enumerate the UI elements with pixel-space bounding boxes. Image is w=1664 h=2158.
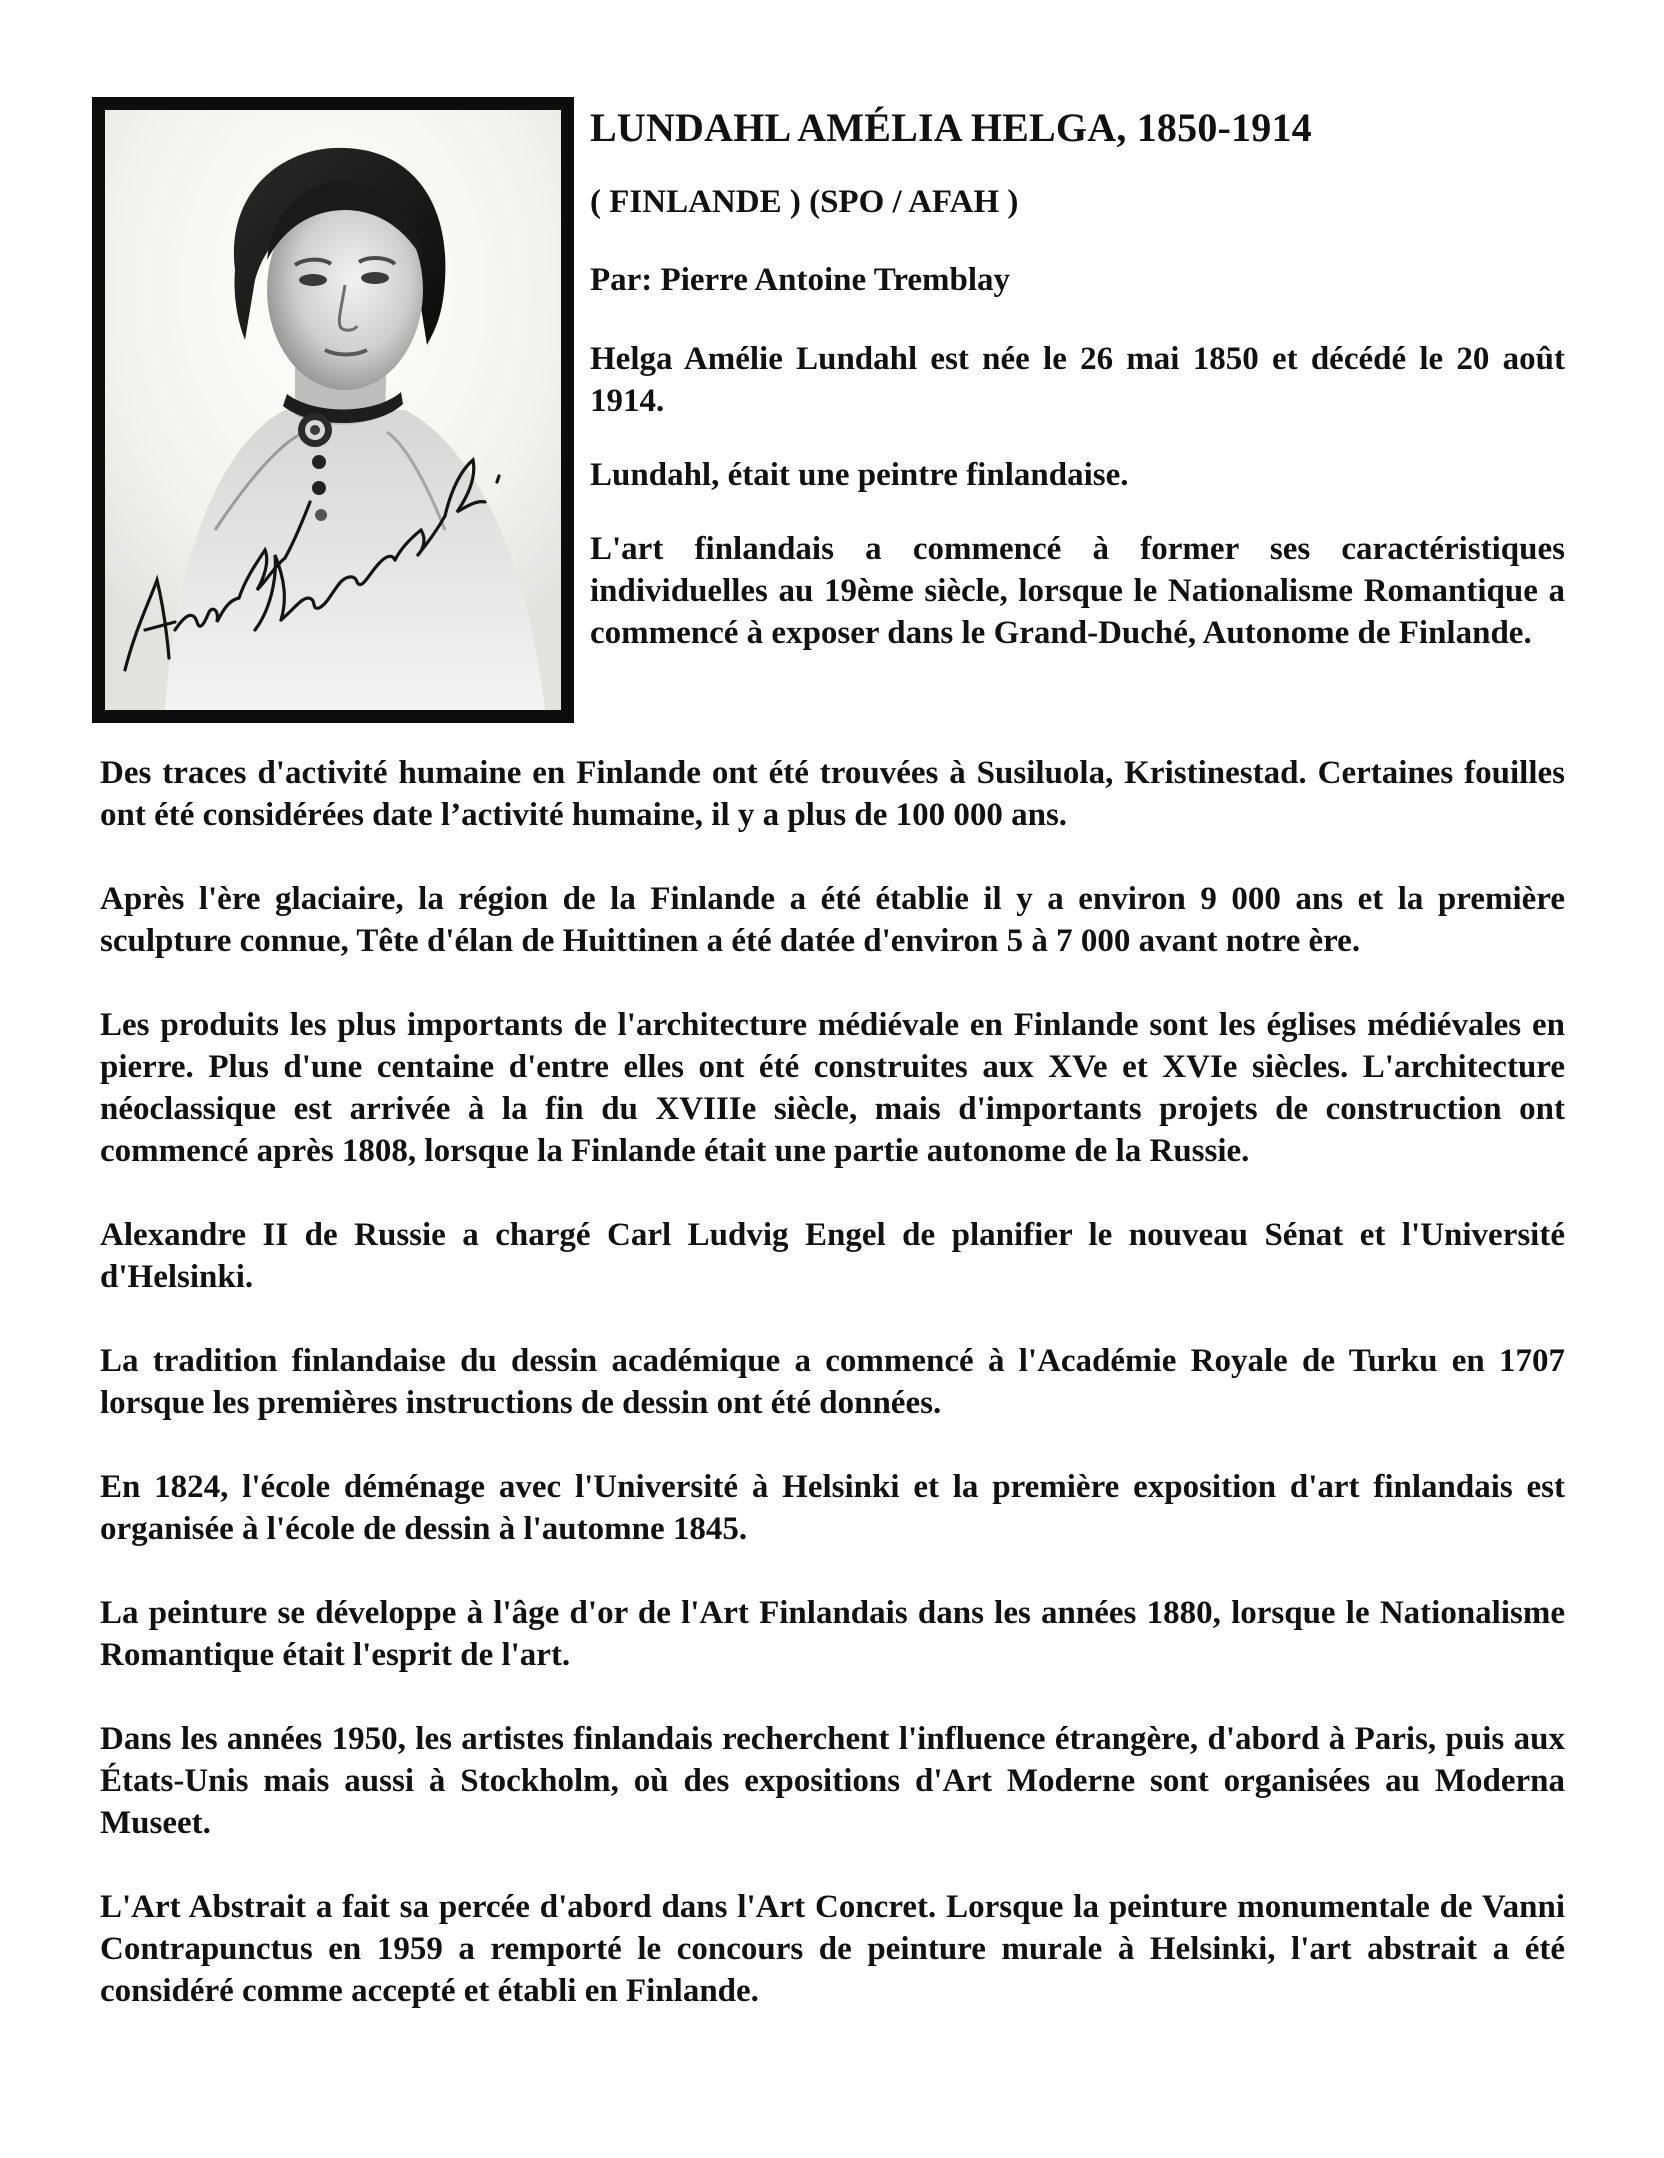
body-paragraph: L'Art Abstrait a fait sa percée d'abord dans l'Art Concret. Lorsque la peinture monumentale de Vanni Contrapunctus en 1959 a remporté le concours de peinture murale à Helsinki, l'art abstrait a été considéré comme accepté et établi en Finlande. (100, 1889, 1565, 2009)
body-paragraph: Dans les années 1950, les artistes finlandais recherchent l'influence étrangère, d'abord à Paris, puis aux États-Unis mais aussi à Stockholm, où des expositions d'Art Moderne sont organisées au Moderna Museet. (100, 1721, 1565, 1841)
body-text (100, 752, 1565, 2054)
body-paragraph: Après l'ère glaciaire, la région de la Finlande a été établie il y a environ 9 000 ans et la première sculpture connue, Tête d'élan de Huittinen a été datée d'environ 5 à 7 000 avant notre ère. (100, 881, 1565, 959)
body-paragraph: La tradition finlandaise du dessin académique a commencé à l'Académie Royale de Turku en 1707 lorsque les premières instructions de dessin ont été données. (100, 1343, 1565, 1421)
portrait-photo (92, 97, 574, 723)
body-paragraph: En 1824, l'école déménage avec l'Université à Helsinki et la première exposition d'art finlandais est organisée à l'école de dessin à l'automne 1845. (100, 1469, 1565, 1547)
body-paragraph: Alexandre II de Russie a chargé Carl Ludvig Engel de planifier le nouveau Sénat et l'Université d'Helsinki. (100, 1217, 1565, 1295)
page-title: LUNDAHL AMÉLIA HELGA, 1850-1914 (590, 105, 1312, 150)
intro-paragraph: Lundahl, était une peintre finlandaise. (590, 457, 1129, 493)
body-paragraph: Les produits les plus importants de l'architecture médiévale en Finlande sont les églises médiévales en pierre. Plus d'une centaine d'entre elles ont été construites aux XVe et XVIe siècles. L'architecture néoclassique est arrivée à la fin du XVIIIe siècle, mais d'importants projets de construction ont commencé après 1808, lorsque la Finlande était une partie autonome de la Russie. (100, 1007, 1565, 1169)
header-block (590, 104, 1565, 654)
body-paragraph: La peinture se développe à l'âge d'or de l'Art Finlandais dans les années 1880, lorsque le Nationalisme Romantique était l'esprit de l'art. (100, 1595, 1565, 1673)
body-paragraph: Des traces d'activité humaine en Finlande ont été trouvées à Susiluola, Kristinestad. Certaines fouilles ont été considérées date l’activité humaine, il y a plus de 100 000 ans. (100, 755, 1565, 833)
portrait-illustration (105, 110, 561, 710)
intro-paragraph: Helga Amélie Lundahl est née le 26 mai 1850 et décédé le 20 août 1914. (590, 341, 1565, 419)
country-line: ( FINLANDE ) (SPO / AFAH ) (590, 184, 1019, 220)
intro-paragraph: L'art finlandais a commencé à former ses caractéristiques individuelles au 19ème siècle, lorsque le Nationalisme Romantique a commencé à exposer dans le Grand-Duché, Autonome de Finlande. (590, 531, 1565, 651)
author-line: Par: Pierre Antoine Tremblay (590, 262, 1011, 298)
